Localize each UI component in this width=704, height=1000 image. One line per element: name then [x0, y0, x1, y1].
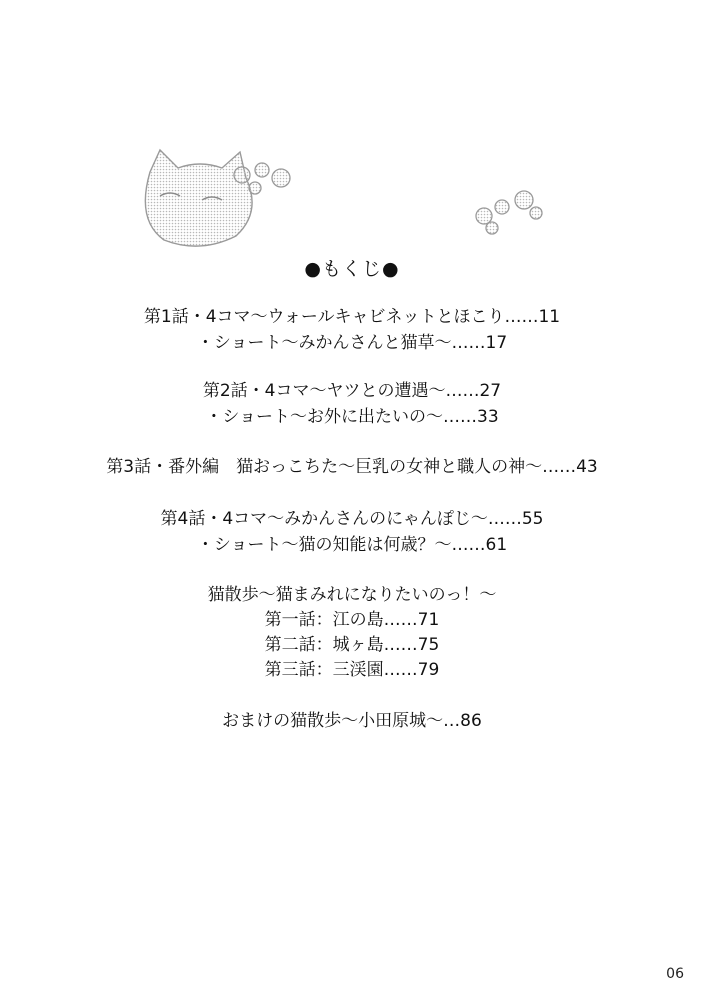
toc-entry-ch4-short[interactable]: ・ショート～猫の知能は何歳？～……61	[196, 535, 508, 555]
toc-title: ●もくじ●	[304, 258, 400, 280]
toc-entry-walk-2[interactable]: 第二話：城ヶ島……75	[264, 635, 440, 655]
toc-entry-walk-1[interactable]: 第一話：江の島……71	[264, 610, 440, 630]
toc-entry-ch1[interactable]: 第1話・4コマ～ウォールキャビネットとほこり……11	[143, 307, 561, 327]
page-number: 06	[666, 966, 684, 982]
toc-entry-ch2[interactable]: 第2話・4コマ～ヤツとの遭遇～……27	[202, 381, 502, 401]
toc-entry-walk-3[interactable]: 第三話：三渓園……79	[264, 660, 440, 680]
paw-print-icon	[476, 191, 542, 234]
toc-entry-ch3[interactable]: 第3話・番外編 猫おっこちた～巨乳の女神と職人の神～……43	[106, 457, 598, 477]
cat-face-icon	[145, 150, 252, 246]
toc-entry-ch4[interactable]: 第4話・4コマ～みかんさんのにゃんぽじ～……55	[160, 509, 544, 529]
toc-entry-ch1-short[interactable]: ・ショート～みかんさんと猫草～……17	[196, 333, 508, 353]
toc-entry-walk-heading[interactable]: 猫散歩～猫まみれになりたいのっ！～	[207, 585, 497, 605]
toc-entry-ch2-short[interactable]: ・ショート～お外に出たいの～……33	[205, 407, 499, 427]
toc-entry-bonus[interactable]: おまけの猫散歩～小田原城～…86	[222, 711, 482, 731]
